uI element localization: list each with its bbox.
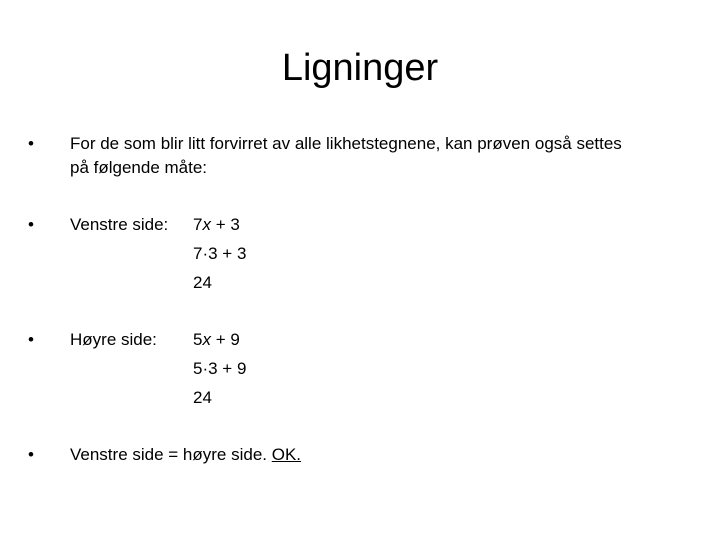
ok-text: OK. [271, 445, 302, 464]
bullet1-line2: på følgende måte: [70, 158, 208, 177]
bullet-marker: • [28, 445, 34, 464]
right-side-expression-2: 5·3 + 9 [193, 359, 247, 378]
bullet1-line1: For de som blir litt forvirret av alle likhetstegnene, kan prøven også settes [70, 134, 622, 153]
conclusion-text: Venstre side = høyre side. [70, 445, 272, 464]
bullet-marker: • [28, 330, 34, 349]
right-side-expression-1: 5x + 9 [193, 330, 240, 349]
left-side-expression-2: 7·3 + 3 [193, 244, 247, 263]
right-side-result: 24 [193, 388, 212, 407]
bullet-marker: • [28, 134, 34, 153]
bullet-marker: • [28, 215, 34, 234]
right-side-label: Høyre side: [70, 330, 157, 349]
left-side-result: 24 [193, 273, 212, 292]
left-side-expression-1: 7x + 3 [193, 215, 240, 234]
slide-title: Ligninger [281, 47, 439, 89]
conclusion-line [70, 443, 301, 467]
left-side-label: Venstre side: [70, 215, 169, 234]
